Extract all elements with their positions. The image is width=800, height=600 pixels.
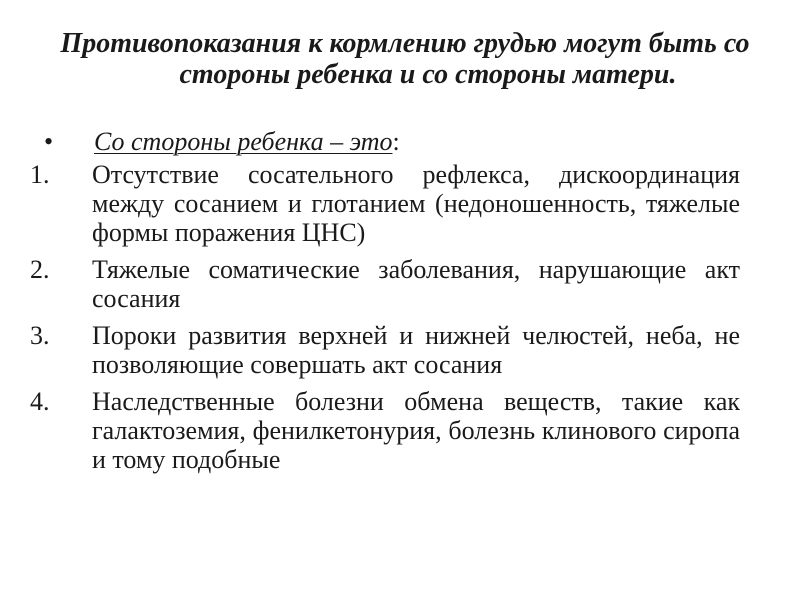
bullet-text: Со стороны ребенка – это (94, 127, 393, 156)
list-item-number: 1. (30, 160, 50, 189)
list-item-number: 4. (30, 387, 50, 416)
list-item (0, 160, 740, 247)
list-item-text: Отсутствие сосательного рефлекса, дискоординация между сосанием и глотанием (недоношенность, тяжелые формы поражения ЦНС) (92, 160, 740, 247)
list-item (0, 255, 740, 313)
list-item (0, 387, 740, 474)
list-item-number: 2. (30, 255, 50, 284)
bullet-suffix: : (392, 127, 400, 156)
bullet-marker: • (44, 127, 54, 156)
list-item-text: Тяжелые соматические заболевания, нарушающие акт сосания (92, 255, 740, 313)
contraindications-list (0, 160, 800, 482)
bullet-line (44, 127, 400, 157)
list-item (0, 321, 740, 379)
list-item-text: Наследственные болезни обмена веществ, такие как галактоземия, фенилкетонурия, болезнь клинового сиропа и тому подобные (92, 387, 740, 474)
list-item-text: Пороки развития верхней и нижней челюстей, неба, не позволяющие совершать акт сосания (92, 321, 740, 379)
slide-title: Противопоказания к кормлению грудью могут быть со стороны ребенка и со стороны матери. (60, 28, 750, 90)
list-item-number: 3. (30, 321, 50, 350)
